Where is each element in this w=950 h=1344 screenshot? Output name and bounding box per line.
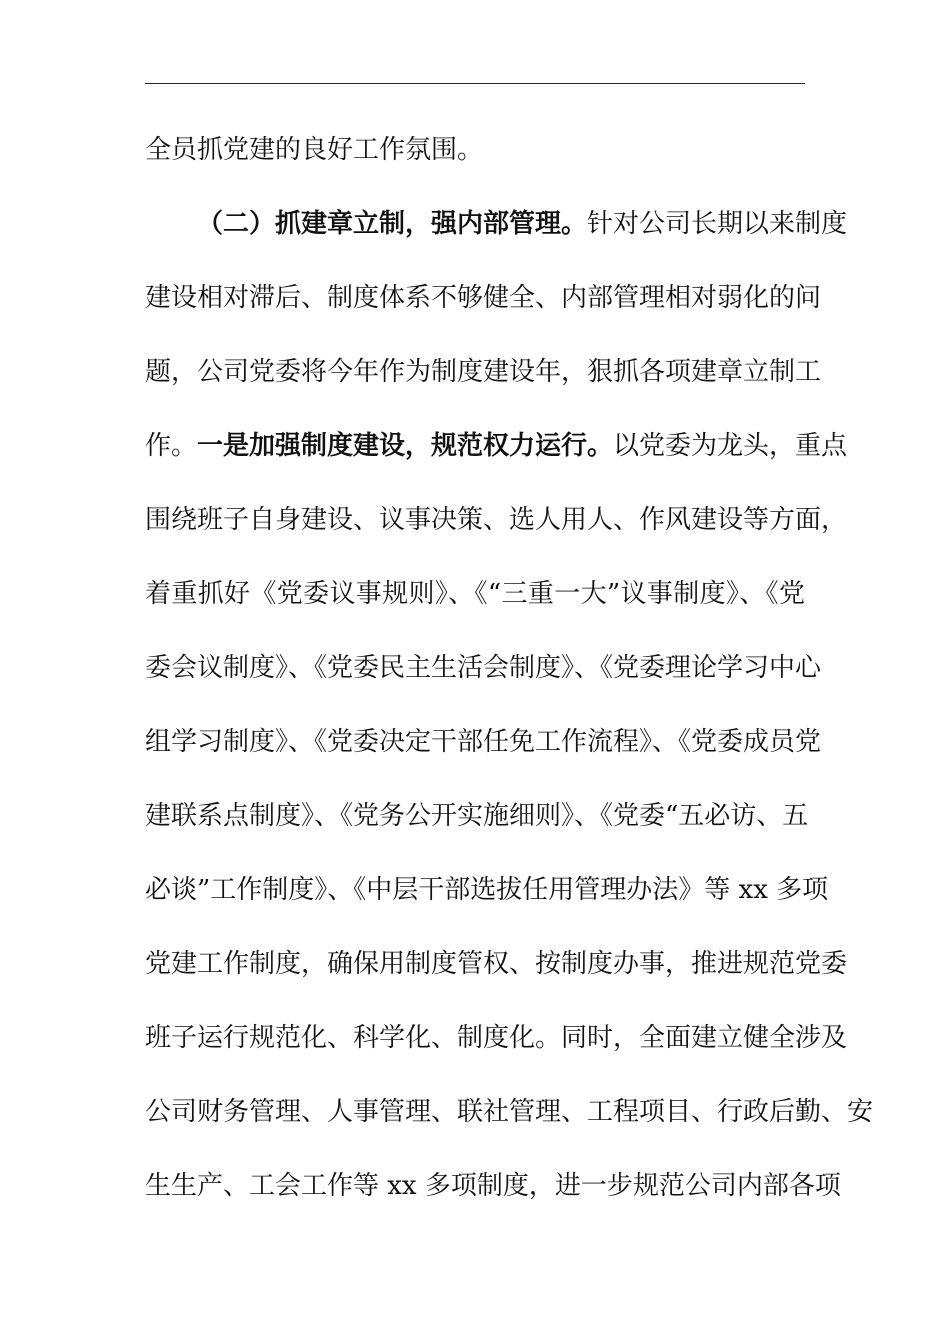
text-segment: 必谈”工作制度》、《中层干部选拔任用管理办法》等 xx 多项 xyxy=(145,875,829,905)
header-rule xyxy=(145,83,805,84)
text-line xyxy=(145,128,805,202)
text-line xyxy=(145,572,805,646)
text-segment: 建设相对滞后、制度体系不够健全、内部管理相对弱化的问 xyxy=(145,283,822,313)
text-line xyxy=(145,1090,874,1164)
text-segment: 围绕班子自身建设、议事决策、选人用人、作风建设等方面， xyxy=(145,505,848,535)
text-segment: 题，公司党委将今年作为制度建设年，狠抓各项建章立制工 xyxy=(145,357,822,387)
document-body xyxy=(145,128,874,1238)
bold-text-segment: 一是加强制度建设，规范权力运行。 xyxy=(197,431,614,461)
text-segment: 全员抓党建的良好工作氛围。 xyxy=(145,135,484,165)
text-line xyxy=(145,202,848,276)
text-segment: 着重抓好《党委议事规则》、《“三重一大”议事制度》、《党 xyxy=(145,579,805,609)
bold-text-segment: （二）抓建章立制，强内部管理。 xyxy=(197,209,588,239)
text-line xyxy=(145,868,829,942)
text-segment: 公司财务管理、人事管理、联社管理、工程项目、行政后勤、安 xyxy=(145,1097,874,1127)
text-segment: 党建工作制度，确保用制度管权、按制度办事，推进规范党委 xyxy=(145,949,848,979)
text-line xyxy=(145,646,822,720)
text-segment: 建联系点制度》、《党务公开实施细则》、《党委“五必访、五 xyxy=(145,801,809,831)
text-line xyxy=(145,1164,841,1238)
text-line xyxy=(145,794,809,868)
text-line xyxy=(145,276,822,350)
text-line xyxy=(145,942,848,1016)
text-segment: 以党委为龙头，重点 xyxy=(613,431,848,461)
text-line xyxy=(145,1016,848,1090)
text-segment: 作。 xyxy=(145,431,198,461)
text-segment: 委会议制度》、《党委民主生活会制度》、《党委理论学习中心 xyxy=(145,653,822,683)
text-segment: 生生产、工会工作等 xx 多项制度，进一步规范公司内部各项 xyxy=(145,1171,841,1201)
text-line xyxy=(145,350,822,424)
text-line xyxy=(145,424,848,498)
text-segment: 班子运行规范化、科学化、制度化。同时，全面建立健全涉及 xyxy=(145,1023,848,1053)
text-segment: 组学习制度》、《党委决定干部任免工作流程》、《党委成员党 xyxy=(145,727,822,757)
text-segment: 针对公司长期以来制度 xyxy=(587,209,848,239)
text-line xyxy=(145,498,848,572)
text-line xyxy=(145,720,822,794)
